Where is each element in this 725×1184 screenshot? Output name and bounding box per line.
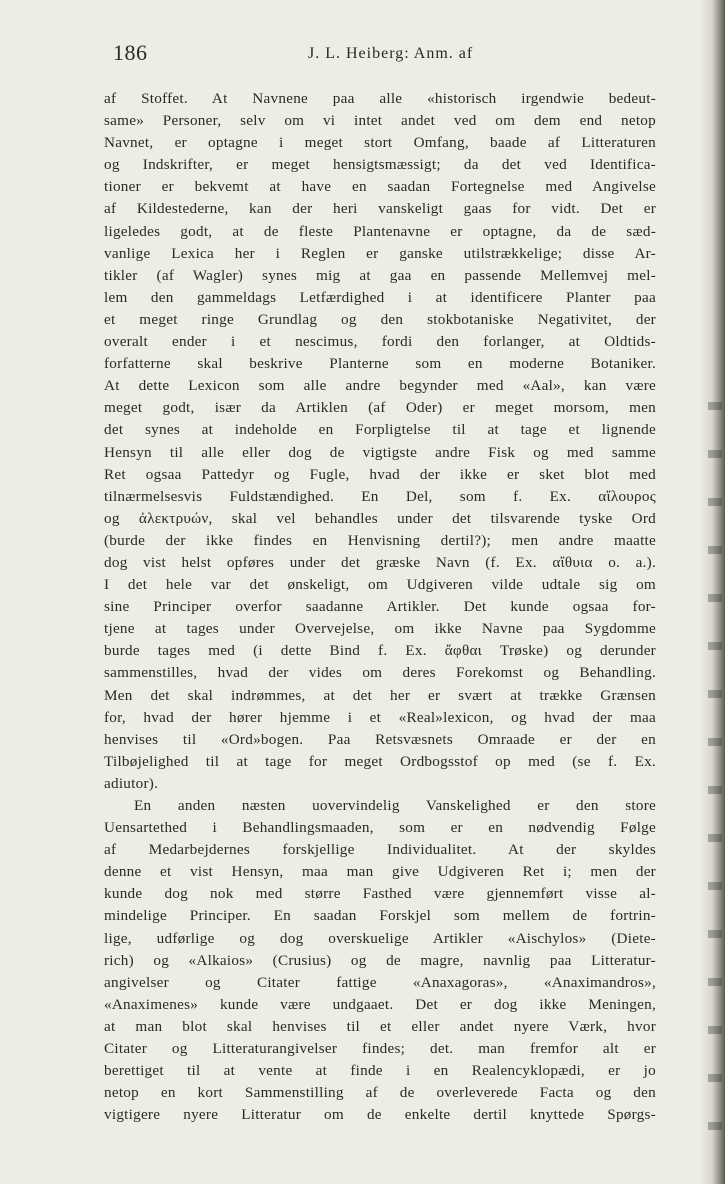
text-line: mindelige Principer. En saadan Forskjel som mellem de fortrin- [104,907,656,925]
body-text [104,88,656,1126]
text-line: af Kildestederne, kan der heri vanskeligt gaas for vidt. Det er [104,200,656,218]
text-line: henvises til «Ord»bogen. Paa Retsvæsnets Omraade er der en [104,730,656,748]
text-line: tjene at tages under Overvejelse, om ikke Navne paa Sygdomme [104,620,656,638]
text-line: same» Personer, selv om vi intet andet ved om dem end netop [104,112,656,130]
text-line: ligeledes godt, at de fleste Plantenavne er optagne, da de sæd- [104,222,656,240]
text-line: af Medarbejdernes forskjellige Individualitet. At der skyldes [104,841,656,859]
page-number: 186 [113,40,148,65]
text-line: lem den gammeldags Letfærdighed i at identificere Planter paa [104,288,656,306]
text-line: Men det skal indrømmes, at det her er svært at trække Grænsen [104,686,656,704]
text-line: dog vist helst opføres under det græske Navn (f. Ex. αἴθυια o. a.). [104,553,656,571]
text-line: I det hele var det ønskeligt, om Udgiveren vilde udtale sig om [104,576,656,594]
text-line: meget godt, især da Artiklen (af Oder) er meget morsom, men [104,399,656,417]
page-edge-shadow [701,0,725,1184]
text-line: og Indskrifter, er meget hensigtsmæssigt; da det ved Identifica- [104,156,656,174]
text-line: netop en kort Sammenstilling af de overleverede Facta og den [104,1084,656,1102]
text-line: sine Principer overfor saadanne Artikler. Det kunde ogsaa for- [104,598,656,616]
text-line: af Stoffet. At Navnene paa alle «historisch irgendwie bedeut- [104,90,656,107]
text-line: forfatterne skal beskrive Planterne som en moderne Botaniker. [104,355,656,373]
text-line: Navnet, er optagne i meget stort Omfang, baade af Litteraturen [104,134,656,152]
text-line: det synes at indeholde en Forpligtelse til at tage et lignende [104,421,656,439]
text-line: og ἀλεκτρυών, skal vel behandles under det tilsvarende tyske Ord [104,509,656,527]
page-header [113,40,653,76]
page-edge-marks [708,380,722,1140]
text-line: Uensartethed i Behandlingsmaaden, som er en nødvendig Følge [104,819,656,837]
text-line: tilnærmelsesvis Fuldstændighed. En Del, som f. Ex. αἴλουρος [104,487,656,505]
text-line: vigtigere nyere Litteratur om de enkelte dertil knyttede Spørgs- [104,1106,656,1124]
text-line: (burde der ikke findes en Henvisning dertil?); men andre maatte [104,531,656,549]
text-line: At dette Lexicon som alle andre begynder med «Aal», kan være [104,377,656,395]
text-line: kunde dog nok med større Fasthed være gjennemført visse al- [104,885,656,903]
text-line: Hensyn til alle eller dog de vigtigste andre Fisk og med samme [104,443,656,461]
text-line: et meget ringe Grundlag og den stokbotaniske Negativitet, der [104,310,656,328]
text-line: En anden næsten uovervindelig Vanskelighed er den store [134,797,656,814]
text-line: lige, udførlige og dog overskuelige Artikler «Aischylos» (Diete- [104,929,656,947]
text-line: overalt ender i et nescimus, fordi den forlanger, at Oldtids- [104,333,656,351]
text-line: tioner er bekvemt at have en saadan Fortegnelse med Angivelse [104,178,656,196]
text-line: sammenstilles, hvad der vides om deres Forekomst og Behandling. [104,664,656,682]
text-line: rich) og «Alkaios» (Crusius) og de magre, navnlig paa Litteratur- [104,951,656,969]
text-line: at man blot skal henvises til et eller andet nyere Værk, hvor [104,1017,656,1035]
text-line: for, hvad der hører hjemme i et «Real»lexicon, og hvad der maa [104,708,656,726]
text-line: denne et vist Hensyn, maa man give Udgiveren Ret i; men der [104,863,656,881]
text-line: vanlige Lexica her i Reglen er ganske utilstrækkelige; disse Ar- [104,244,656,262]
text-line: berettiget til at vente at finde i en Realencyklopædi, er jo [104,1062,656,1080]
text-line: burde tages med (i dette Bind f. Ex. ἄφθαι Trøske) og derunder [104,642,656,660]
text-line: Tilbøjelighed til at tage for meget Ordbogsstof op med (se f. Ex. [104,752,656,770]
text-line: adiutor). [104,774,159,792]
text-line: «Anaximenes» kunde være undgaaet. Det er dog ikke Meningen, [104,995,656,1013]
text-line: angivelser og Citater fattige «Anaxagoras», «Anaximandros», [104,973,656,991]
text-line: tikler (af Wagler) synes mig at gaa en passende Mellemvej mel- [104,266,656,284]
running-head: J. L. Heiberg: Anm. af [308,45,474,62]
text-line: Citater og Litteraturangivelser findes; det. man fremfor alt er [104,1040,656,1058]
text-line: Ret ogsaa Pattedyr og Fugle, hvad der ikke er sket blot med [104,465,656,483]
